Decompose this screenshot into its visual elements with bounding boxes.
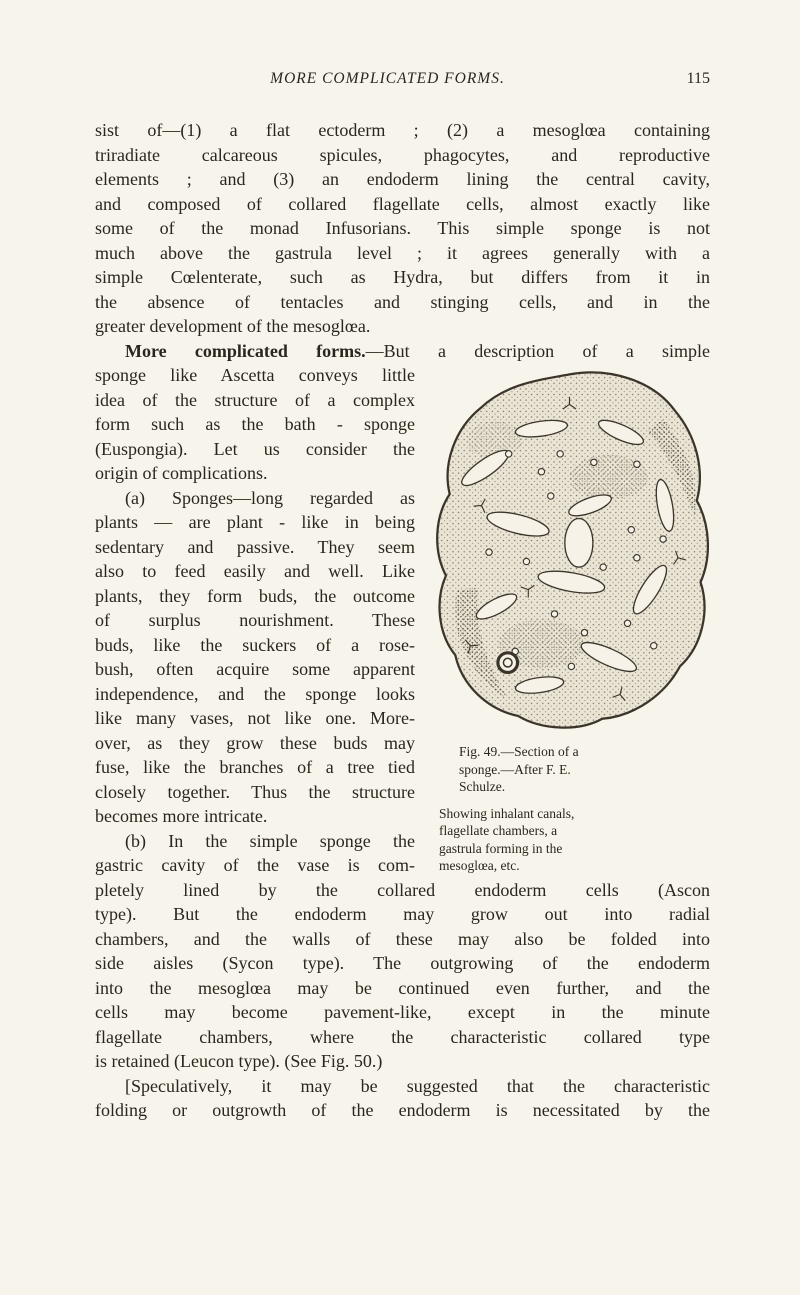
text-line: idea of the structure of a complex [95, 389, 415, 410]
intro-paragraph [95, 118, 710, 339]
paragraph-lead-rest: —But a description of a simple [365, 340, 710, 361]
bottom-paragraphs [95, 878, 710, 1123]
text-line: folding or outgrowth of the endoderm is necessitated by the [95, 1100, 710, 1120]
figure-caption [459, 743, 710, 796]
text-line: plants, they form buds, the outcome [95, 585, 415, 606]
text-line: sponge like Ascetta conveys little [95, 365, 415, 385]
running-head-title: MORE COMPLICATED FORMS. [270, 70, 505, 87]
caption-line: Fig. 49.—Section of a [459, 744, 579, 759]
text-line: triradiate calcareous spicules, phagocytes, and reproductive [95, 144, 710, 165]
text-line: bush, often acquire some apparent [95, 659, 415, 679]
text-line: and composed of collared flagellate cells, almost exactly like [95, 193, 710, 214]
text-line: is retained (Leucon type). (See Fig. 50.) [95, 1051, 383, 1071]
text-line: the absence of tentacles and stinging cells, and in the [95, 291, 710, 312]
sponge-section-drawing [429, 365, 710, 730]
caption-line: Showing inhalant canals, [439, 805, 575, 821]
caption-line: gastrula forming in the [439, 840, 563, 856]
figure-block [415, 363, 710, 875]
text-line: over, as they grow these buds may [95, 732, 415, 753]
paragraph-lead-bold: More complicated forms. [125, 340, 366, 361]
text-and-figure-section [95, 363, 710, 878]
text-line: of surplus nourishment. These [95, 610, 415, 630]
text-line: side aisles (Sycon type). The outgrowing of the endoderm [95, 953, 710, 973]
text-line: independence, and the sponge looks [95, 683, 415, 704]
text-line: much above the gastrula level ; it agrees generally with a [95, 242, 710, 263]
sponge-section-figure [429, 365, 710, 730]
text-line: gastric cavity of the vase is com- [95, 855, 415, 875]
text-line: buds, like the suckers of a rose- [95, 634, 415, 655]
caption-line: mesoglœa, etc. [439, 858, 520, 873]
paragraph-lead-line [95, 339, 710, 364]
caption-line: flagellate chambers, a [439, 823, 558, 838]
caption-line: Schulze. [459, 779, 506, 794]
text-line: sedentary and passive. They seem [95, 536, 415, 557]
text-line: some of the monad Infusorians. This simple sponge is not [95, 218, 710, 238]
text-line: [Speculatively, it may be suggested that the characteristic [125, 1075, 710, 1096]
gastrula [498, 653, 518, 673]
text-line: cells may become pavement-like, except in the minute [95, 1002, 710, 1022]
left-text-column [95, 363, 415, 878]
text-line: sist of—(1) a flat ectoderm ; (2) a mesoglœa containing [95, 120, 710, 140]
text-line: (b) In the simple sponge the [125, 830, 415, 851]
page-header [95, 70, 710, 92]
text-line: origin of complications. [95, 463, 268, 483]
text-line: also to feed easily and well. Like [95, 561, 415, 581]
caption-line: sponge.—After F. E. [459, 761, 571, 777]
text-line: closely together. Thus the structure [95, 781, 415, 802]
text-line: simple Cœlenterate, such as Hydra, but differs from it in [95, 267, 710, 287]
text-line: fuse, like the branches of a tree tied [95, 757, 415, 777]
text-line: like many vases, not like one. More- [95, 708, 415, 728]
text-line: plants — are plant - like in being [95, 512, 415, 532]
text-line: into the mesoglœa may be continued even further, and the [95, 977, 710, 998]
text-line: flagellate chambers, where the characteristic collared type [95, 1026, 710, 1047]
text-line: chambers, and the walls of these may also be folded into [95, 928, 710, 949]
text-line: type). But the endoderm may grow out into radial [95, 904, 710, 924]
text-line: elements ; and (3) an endoderm lining the central cavity, [95, 169, 710, 189]
text-line: greater development of the mesoglœa. [95, 316, 371, 336]
text-line: (a) Sponges—long regarded as [125, 487, 415, 508]
text-line: becomes more intricate. [95, 806, 268, 826]
page-number: 115 [686, 70, 710, 87]
text-line: (Euspongia). Let us consider the [95, 438, 415, 459]
text-line: form such as the bath - sponge [95, 414, 415, 434]
figure-description [439, 805, 710, 875]
text-line: pletely lined by the collared endoderm cells (Ascon [95, 879, 710, 900]
